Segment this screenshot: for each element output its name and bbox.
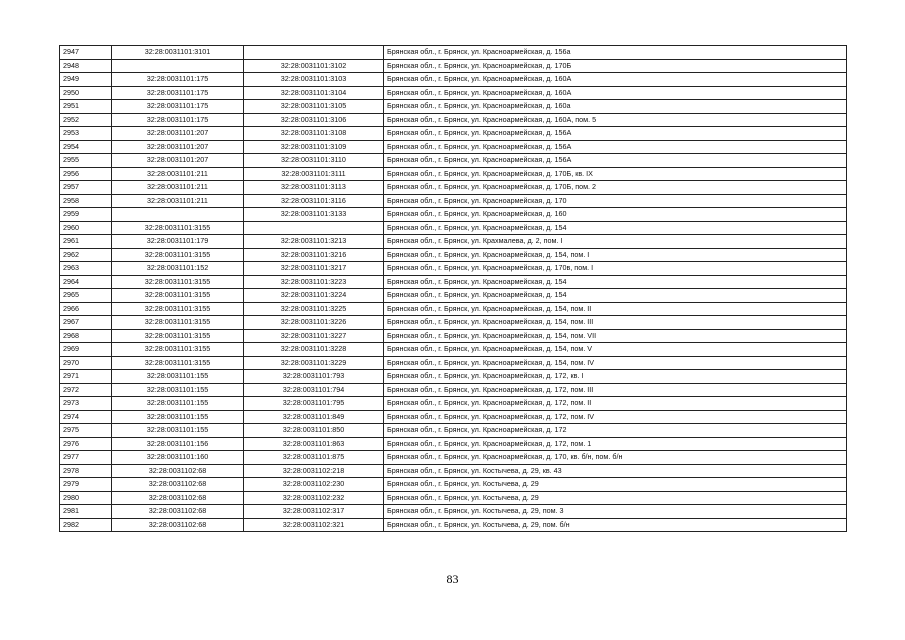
table-row (60, 46, 847, 60)
cadastral-number-cell: 32:28:0031101:3110 (244, 154, 384, 168)
row-number-cell: 2953 (60, 127, 112, 141)
row-number-cell: 2963 (60, 262, 112, 276)
table-row (60, 424, 847, 438)
table-row (60, 248, 847, 262)
row-number-cell: 2950 (60, 86, 112, 100)
table-row (60, 410, 847, 424)
cadastral-number-cell: 32:28:0031101:793 (244, 370, 384, 384)
parent-cadastral-number-cell: 32:28:0031102:68 (112, 464, 244, 478)
parent-cadastral-number-cell: 32:28:0031101:3155 (112, 302, 244, 316)
parent-cadastral-number-cell: 32:28:0031102:68 (112, 491, 244, 505)
table-row (60, 343, 847, 357)
table-row (60, 194, 847, 208)
parent-cadastral-number-cell: 32:28:0031101:3155 (112, 329, 244, 343)
table-row (60, 154, 847, 168)
table-row (60, 329, 847, 343)
table-row (60, 437, 847, 451)
address-cell: Брянская обл., г. Брянск, ул. Красноармейская, д. 160а (384, 100, 847, 114)
address-cell: Брянская обл., г. Брянск, ул. Костычева, д. 29 (384, 491, 847, 505)
cadastral-number-cell: 32:28:0031101:850 (244, 424, 384, 438)
table-row (60, 356, 847, 370)
cadastral-number-cell: 32:28:0031101:875 (244, 451, 384, 465)
row-number-cell: 2970 (60, 356, 112, 370)
cadastral-number-cell: 32:28:0031101:3111 (244, 167, 384, 181)
row-number-cell: 2981 (60, 505, 112, 519)
parent-cadastral-number-cell (112, 208, 244, 222)
cadastral-number-cell: 32:28:0031101:3216 (244, 248, 384, 262)
row-number-cell: 2980 (60, 491, 112, 505)
address-cell: Брянская обл., г. Брянск, ул. Красноармейская, д. 170Б, пом. 2 (384, 181, 847, 195)
parent-cadastral-number-cell: 32:28:0031101:160 (112, 451, 244, 465)
parent-cadastral-number-cell: 32:28:0031101:175 (112, 86, 244, 100)
address-cell: Брянская обл., г. Брянск, ул. Красноармейская, д. 154, пом. II (384, 302, 847, 316)
cadastral-number-cell: 32:28:0031101:863 (244, 437, 384, 451)
cadastral-number-cell: 32:28:0031101:3223 (244, 275, 384, 289)
parent-cadastral-number-cell: 32:28:0031101:152 (112, 262, 244, 276)
parent-cadastral-number-cell: 32:28:0031101:3155 (112, 343, 244, 357)
address-cell: Брянская обл., г. Брянск, ул. Красноармейская, д. 172, кв. I (384, 370, 847, 384)
row-number-cell: 2951 (60, 100, 112, 114)
page-number: 83 (446, 572, 459, 586)
row-number-cell: 2948 (60, 59, 112, 73)
parent-cadastral-number-cell: 32:28:0031101:3155 (112, 221, 244, 235)
row-number-cell: 2955 (60, 154, 112, 168)
table-row (60, 491, 847, 505)
row-number-cell: 2947 (60, 46, 112, 60)
cadastral-number-cell: 32:28:0031101:3104 (244, 86, 384, 100)
address-cell: Брянская обл., г. Брянск, ул. Красноармейская, д. 172, пом. IV (384, 410, 847, 424)
parent-cadastral-number-cell: 32:28:0031101:211 (112, 194, 244, 208)
address-cell: Брянская обл., г. Брянск, ул. Красноармейская, д. 172 (384, 424, 847, 438)
address-cell: Брянская обл., г. Брянск, ул. Красноармейская, д. 156а (384, 46, 847, 60)
table-row (60, 73, 847, 87)
address-cell: Брянская обл., г. Брянск, ул. Костычева, д. 29 (384, 478, 847, 492)
cadastral-number-cell: 32:28:0031101:3113 (244, 181, 384, 195)
address-cell: Брянская обл., г. Брянск, ул. Красноармейская, д. 170, кв. б/н, пом. б/н (384, 451, 847, 465)
address-cell: Брянская обл., г. Брянск, ул. Красноармейская, д. 156А (384, 127, 847, 141)
address-cell: Брянская обл., г. Брянск, ул. Крахмалева, д. 2, пом. I (384, 235, 847, 249)
row-number-cell: 2975 (60, 424, 112, 438)
cadastral-number-cell: 32:28:0031102:230 (244, 478, 384, 492)
parent-cadastral-number-cell: 32:28:0031101:155 (112, 383, 244, 397)
cadastral-number-cell: 32:28:0031101:3227 (244, 329, 384, 343)
row-number-cell: 2979 (60, 478, 112, 492)
cadastral-number-cell: 32:28:0031102:321 (244, 518, 384, 532)
cadastral-number-cell: 32:28:0031101:3228 (244, 343, 384, 357)
table-row (60, 235, 847, 249)
address-cell: Брянская обл., г. Брянск, ул. Костычева, д. 29, кв. 43 (384, 464, 847, 478)
row-number-cell: 2972 (60, 383, 112, 397)
address-cell: Брянская обл., г. Брянск, ул. Красноармейская, д. 154, пом. IV (384, 356, 847, 370)
row-number-cell: 2960 (60, 221, 112, 235)
cadastral-number-cell (244, 221, 384, 235)
address-cell: Брянская обл., г. Брянск, ул. Красноармейская, д. 154 (384, 221, 847, 235)
parent-cadastral-number-cell: 32:28:0031101:3155 (112, 248, 244, 262)
table-row (60, 302, 847, 316)
parent-cadastral-number-cell: 32:28:0031101:207 (112, 127, 244, 141)
parent-cadastral-number-cell: 32:28:0031102:68 (112, 478, 244, 492)
address-cell: Брянская обл., г. Брянск, ул. Красноармейская, д. 160 (384, 208, 847, 222)
cadastral-number-cell: 32:28:0031102:218 (244, 464, 384, 478)
address-cell: Брянская обл., г. Брянск, ул. Костычева, д. 29, пом. 3 (384, 505, 847, 519)
address-cell: Брянская обл., г. Брянск, ул. Красноармейская, д. 154, пом. III (384, 316, 847, 330)
parent-cadastral-number-cell: 32:28:0031101:155 (112, 424, 244, 438)
row-number-cell: 2974 (60, 410, 112, 424)
parent-cadastral-number-cell: 32:28:0031101:3155 (112, 289, 244, 303)
table-row (60, 59, 847, 73)
table-row (60, 262, 847, 276)
parent-cadastral-number-cell: 32:28:0031101:3101 (112, 46, 244, 60)
parent-cadastral-number-cell: 32:28:0031101:155 (112, 370, 244, 384)
table-row (60, 140, 847, 154)
table-row (60, 127, 847, 141)
table-row (60, 370, 847, 384)
cadastral-number-cell: 32:28:0031101:3106 (244, 113, 384, 127)
cadastral-number-cell: 32:28:0031101:3226 (244, 316, 384, 330)
table-row (60, 289, 847, 303)
table-row (60, 397, 847, 411)
cadastral-number-cell: 32:28:0031101:3225 (244, 302, 384, 316)
table-row (60, 518, 847, 532)
parent-cadastral-number-cell: 32:28:0031101:211 (112, 167, 244, 181)
row-number-cell: 2967 (60, 316, 112, 330)
table-body (60, 46, 847, 532)
cadastral-number-cell: 32:28:0031101:3105 (244, 100, 384, 114)
parent-cadastral-number-cell: 32:28:0031102:68 (112, 518, 244, 532)
address-cell: Брянская обл., г. Брянск, ул. Костычева, д. 29, пом. б/н (384, 518, 847, 532)
table-row (60, 208, 847, 222)
address-cell: Брянская обл., г. Брянск, ул. Красноармейская, д. 156А (384, 140, 847, 154)
table-row (60, 167, 847, 181)
address-cell: Брянская обл., г. Брянск, ул. Красноармейская, д. 154 (384, 275, 847, 289)
table-row (60, 181, 847, 195)
table-row (60, 478, 847, 492)
row-number-cell: 2969 (60, 343, 112, 357)
parent-cadastral-number-cell: 32:28:0031101:3155 (112, 356, 244, 370)
parent-cadastral-number-cell: 32:28:0031101:3155 (112, 275, 244, 289)
parent-cadastral-number-cell: 32:28:0031101:175 (112, 100, 244, 114)
row-number-cell: 2982 (60, 518, 112, 532)
row-number-cell: 2962 (60, 248, 112, 262)
cadastral-table (59, 45, 847, 532)
address-cell: Брянская обл., г. Брянск, ул. Красноармейская, д. 154, пом. V (384, 343, 847, 357)
row-number-cell: 2966 (60, 302, 112, 316)
table-row (60, 275, 847, 289)
cadastral-number-cell: 32:28:0031101:3229 (244, 356, 384, 370)
parent-cadastral-number-cell: 32:28:0031101:156 (112, 437, 244, 451)
table-row (60, 316, 847, 330)
address-cell: Брянская обл., г. Брянск, ул. Красноармейская, д. 172, пом. II (384, 397, 847, 411)
row-number-cell: 2959 (60, 208, 112, 222)
parent-cadastral-number-cell: 32:28:0031101:155 (112, 410, 244, 424)
parent-cadastral-number-cell: 32:28:0031101:155 (112, 397, 244, 411)
cadastral-number-cell: 32:28:0031102:232 (244, 491, 384, 505)
cadastral-number-cell: 32:28:0031101:3109 (244, 140, 384, 154)
row-number-cell: 2965 (60, 289, 112, 303)
table-row (60, 464, 847, 478)
parent-cadastral-number-cell: 32:28:0031101:179 (112, 235, 244, 249)
row-number-cell: 2957 (60, 181, 112, 195)
table-row (60, 86, 847, 100)
row-number-cell: 2952 (60, 113, 112, 127)
cadastral-number-cell: 32:28:0031101:794 (244, 383, 384, 397)
cadastral-number-cell: 32:28:0031101:849 (244, 410, 384, 424)
parent-cadastral-number-cell: 32:28:0031101:3155 (112, 316, 244, 330)
cadastral-number-cell: 32:28:0031101:795 (244, 397, 384, 411)
address-cell: Брянская обл., г. Брянск, ул. Красноармейская, д. 170Б, кв. IX (384, 167, 847, 181)
parent-cadastral-number-cell: 32:28:0031101:207 (112, 140, 244, 154)
address-cell: Брянская обл., г. Брянск, ул. Красноармейская, д. 154 (384, 289, 847, 303)
address-cell: Брянская обл., г. Брянск, ул. Красноармейская, д. 160А (384, 73, 847, 87)
row-number-cell: 2976 (60, 437, 112, 451)
cadastral-number-cell: 32:28:0031102:317 (244, 505, 384, 519)
cadastral-number-cell (244, 46, 384, 60)
parent-cadastral-number-cell (112, 59, 244, 73)
address-cell: Брянская обл., г. Брянск, ул. Красноармейская, д. 154, пом. VII (384, 329, 847, 343)
address-cell: Брянская обл., г. Брянск, ул. Красноармейская, д. 170Б (384, 59, 847, 73)
parent-cadastral-number-cell: 32:28:0031101:175 (112, 73, 244, 87)
row-number-cell: 2968 (60, 329, 112, 343)
row-number-cell: 2956 (60, 167, 112, 181)
parent-cadastral-number-cell: 32:28:0031101:207 (112, 154, 244, 168)
cadastral-number-cell: 32:28:0031101:3108 (244, 127, 384, 141)
row-number-cell: 2977 (60, 451, 112, 465)
address-cell: Брянская обл., г. Брянск, ул. Красноармейская, д. 172, пом. III (384, 383, 847, 397)
address-cell: Брянская обл., г. Брянск, ул. Красноармейская, д. 172, пом. 1 (384, 437, 847, 451)
row-number-cell: 2958 (60, 194, 112, 208)
address-cell: Брянская обл., г. Брянск, ул. Красноармейская, д. 160А (384, 86, 847, 100)
address-cell: Брянская обл., г. Брянск, ул. Красноармейская, д. 156А (384, 154, 847, 168)
table-row (60, 100, 847, 114)
table-row (60, 221, 847, 235)
row-number-cell: 2973 (60, 397, 112, 411)
row-number-cell: 2971 (60, 370, 112, 384)
row-number-cell: 2954 (60, 140, 112, 154)
table-row (60, 505, 847, 519)
cadastral-number-cell: 32:28:0031101:3213 (244, 235, 384, 249)
row-number-cell: 2949 (60, 73, 112, 87)
parent-cadastral-number-cell: 32:28:0031101:211 (112, 181, 244, 195)
table-row (60, 113, 847, 127)
parent-cadastral-number-cell: 32:28:0031102:68 (112, 505, 244, 519)
address-cell: Брянская обл., г. Брянск, ул. Красноармейская, д. 170в, пом. I (384, 262, 847, 276)
cadastral-number-cell: 32:28:0031101:3224 (244, 289, 384, 303)
cadastral-number-cell: 32:28:0031101:3133 (244, 208, 384, 222)
cadastral-number-cell: 32:28:0031101:3103 (244, 73, 384, 87)
row-number-cell: 2961 (60, 235, 112, 249)
table-row (60, 451, 847, 465)
row-number-cell: 2964 (60, 275, 112, 289)
cadastral-number-cell: 32:28:0031101:3102 (244, 59, 384, 73)
row-number-cell: 2978 (60, 464, 112, 478)
address-cell: Брянская обл., г. Брянск, ул. Красноармейская, д. 170 (384, 194, 847, 208)
address-cell: Брянская обл., г. Брянск, ул. Красноармейская, д. 154, пом. I (384, 248, 847, 262)
table-row (60, 383, 847, 397)
cadastral-number-cell: 32:28:0031101:3217 (244, 262, 384, 276)
address-cell: Брянская обл., г. Брянск, ул. Красноармейская, д. 160А, пом. 5 (384, 113, 847, 127)
cadastral-number-cell: 32:28:0031101:3116 (244, 194, 384, 208)
parent-cadastral-number-cell: 32:28:0031101:175 (112, 113, 244, 127)
